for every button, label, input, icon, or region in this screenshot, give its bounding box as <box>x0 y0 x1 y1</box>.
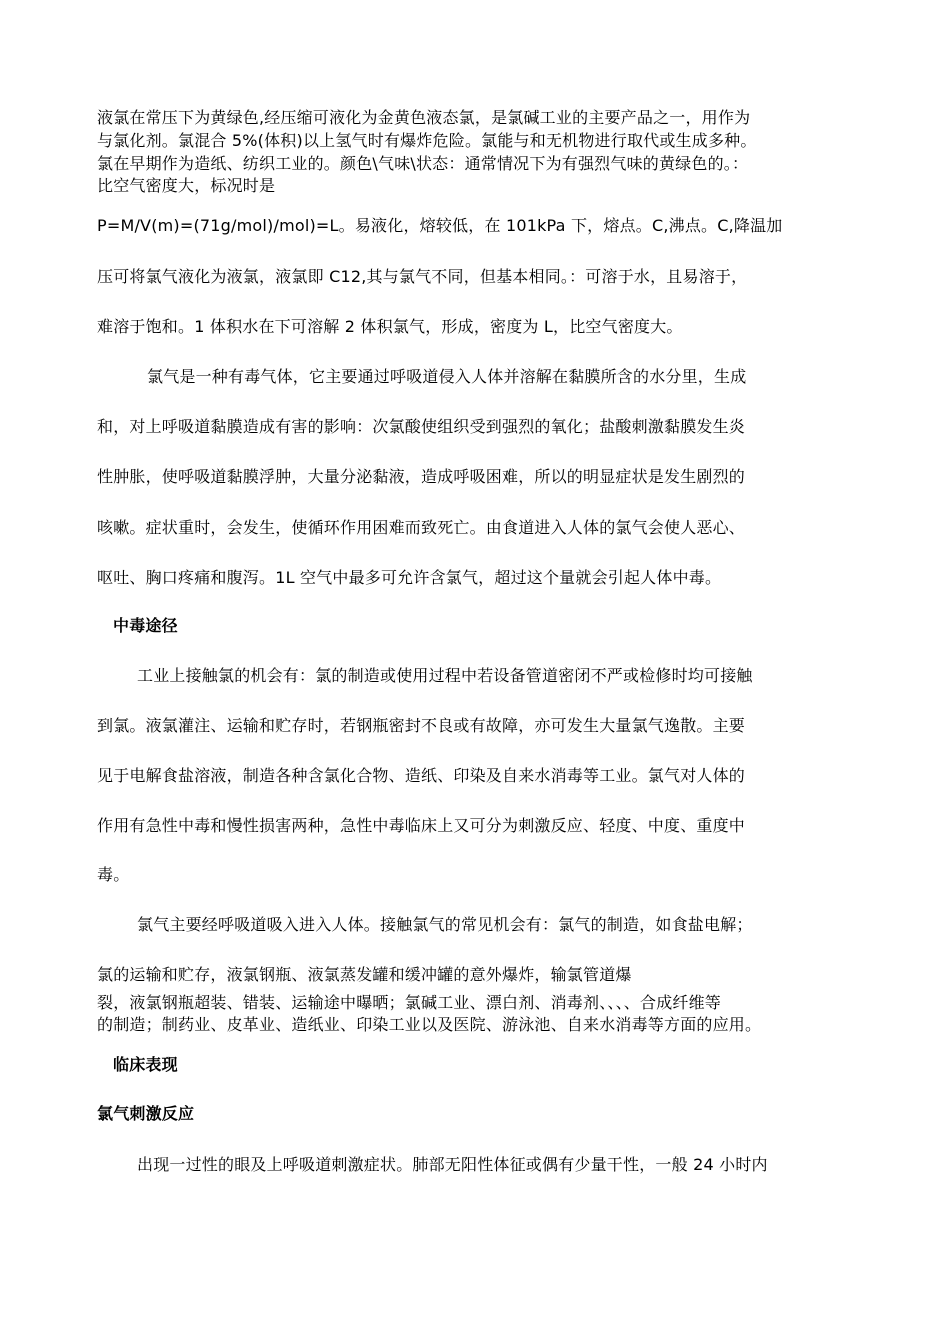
section-heading: 临床表现 <box>113 1055 178 1074</box>
paragraph-line: 比空气密度大，标况时是 <box>97 176 276 195</box>
paragraph-line: 性肿胀，使呼吸道黏膜浮肿，大量分泌黏液，造成呼吸困难，所以的明显症状是发生剧烈的 <box>97 467 746 486</box>
paragraph-line: 压可将氯气液化为液氯，液氯即 C12,其与氯气不同，但基本相同。：可溶于水，且易溶于， <box>97 267 748 286</box>
paragraph-line: 液氯在常压下为黄绿色,经压缩可液化为金黄色液态氯，是氯碱工业的主要产品之一，用作为 <box>97 108 751 127</box>
paragraph-line: 的制造；制药业、皮革业、造纸业、印染工业以及医院、游泳池、自来水消毒等方面的应用。 <box>97 1015 762 1034</box>
paragraph-line: 咳嗽。症状重时，会发生，使循环作用困难而致死亡。由食道进入人体的氯气会使人恶心、 <box>97 518 746 537</box>
paragraph-line: 裂，液氯钢瓶超装、错装、运输途中曝晒；氯碱工业、漂白剂、消毒剂、、、、合成纤维等 <box>97 993 722 1012</box>
section-heading: 中毒途径 <box>113 616 178 635</box>
paragraph-line: 到氯。液氯灌注、运输和贮存时，若钢瓶密封不良或有故障，亦可发生大量氯气逸散。主要 <box>97 716 746 735</box>
paragraph-line: 与氯化剂。氯混合 5%(体积)以上氢气时有爆炸危险。氯能与和无机物进行取代或生成多种。 <box>97 131 757 150</box>
paragraph-line: 氯在早期作为造纸、纺织工业的。颜色\气味\状态：通常情况下为有强烈气味的黄绿色的。： <box>97 154 749 173</box>
paragraph-line: 氯的运输和贮存，液氯钢瓶、液氯蒸发罐和缓冲罐的意外爆炸，输氯管道爆 <box>97 965 632 984</box>
paragraph-line: 工业上接触氯的机会有：氯的制造或使用过程中若设备管道密闭不严或检修时均可接触 <box>137 666 753 685</box>
paragraph-line: 出现一过性的眼及上呼吸道刺激症状。肺部无阳性体征或偶有少量干性，一般 24 小时内 <box>137 1155 768 1174</box>
paragraph-line: 难溶于饱和。1 体积水在下可溶解 2 体积氯气，形成，密度为 L，比空气密度大。 <box>97 317 683 336</box>
paragraph-line: 氯气是一种有毒气体，它主要通过呼吸道侵入人体并溶解在黏膜所含的水分里，生成 <box>147 367 747 386</box>
paragraph-line: 见于电解食盐溶液，制造各种含氯化合物、造纸、印染及自来水消毒等工业。氯气对人体的 <box>97 766 746 785</box>
paragraph-line: 作用有急性中毒和慢性损害两种，急性中毒临床上又可分为刺激反应、轻度、中度、重度中 <box>97 816 746 835</box>
subsection-heading: 氯气刺激反应 <box>97 1104 195 1123</box>
paragraph-line: 和，对上呼吸道黏膜造成有害的影响：次氯酸使组织受到强烈的氧化；盐酸刺激黏膜发生炎 <box>97 417 746 436</box>
paragraph-line: 毒。 <box>97 865 130 884</box>
paragraph-line: 氯气主要经呼吸道吸入进入人体。接触氯气的常见机会有：氯气的制造，如食盐电解； <box>137 915 753 934</box>
paragraph-line: P=M/V(m)=(71g/mol)/mol)=L。易液化，熔较低，在 101kPa 下，熔点。C,沸点。C,降温加 <box>97 216 783 235</box>
paragraph-line: 呕吐、胸口疼痛和腹泻。1L 空气中最多可允许含氯气，超过这个量就会引起人体中毒。 <box>97 568 722 587</box>
